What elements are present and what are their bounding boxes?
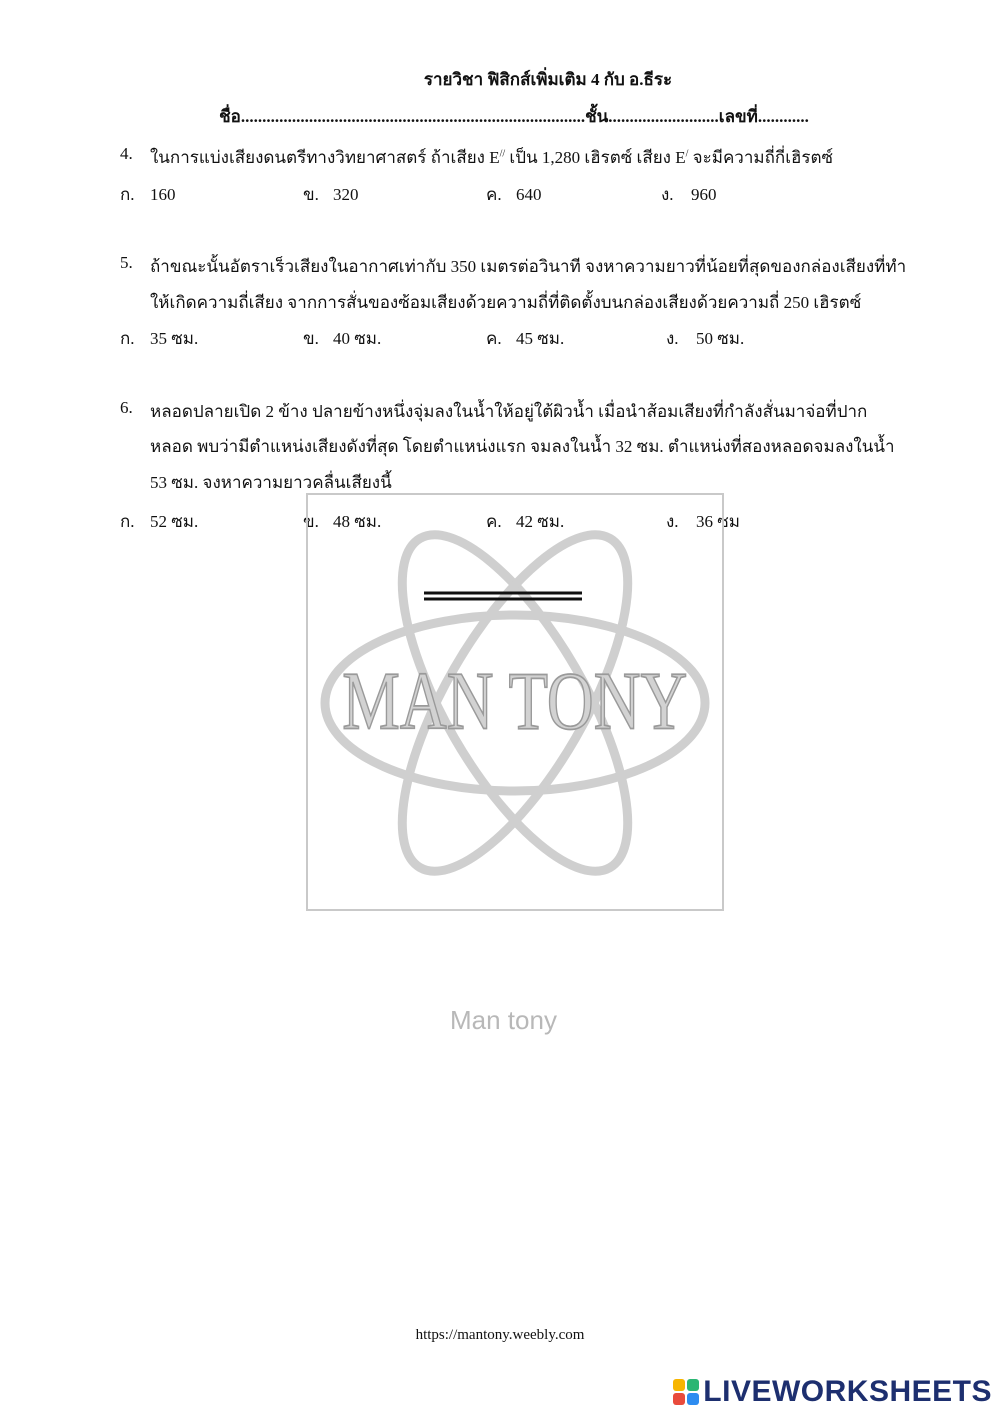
watermark-caption: Man tony: [450, 1005, 557, 1035]
option-c: ค. 45 ซม.: [486, 329, 565, 348]
question-number: 4.: [120, 144, 133, 163]
question-text-line-2: หลอด พบว่ามีตำแหน่งเสียงดังที่สุด โดยตำแหน่งแรก จมลงในน้ำ 32 ซม. ตำแหน่งที่สองหลอดจมลงในน้ำ: [150, 437, 895, 456]
footer-url: https://mantony.weebly.com: [415, 1327, 585, 1343]
option-a: ก. 160: [120, 185, 176, 204]
brand-name: LIVEWORKSHEETS: [703, 1375, 992, 1408]
question-text-line-3: 53 ซม. จงหาความยาวคลื่นเสียงนี้: [150, 473, 392, 492]
option-c: ค. 640: [486, 185, 542, 204]
option-b: ข. 320: [303, 185, 359, 204]
option-a: ก. 52 ซม.: [120, 512, 199, 531]
option-b: ข. 40 ซม.: [303, 329, 382, 348]
name-class-number-line: ชื่อ.................................................................................ชั้น..........................เลขที่............: [219, 107, 809, 126]
question-4: [0, 144, 1000, 168]
question-text-line-2: ให้เกิดความถี่เสียง จากการสั่นของซ้อมเสียงด้วยความถี่ที่ติดตั้งบนกล่องเสียงด้วยความถี่ 250 เฮิรตซ์: [150, 293, 862, 312]
worksheet-title: รายวิชา ฟิสิกส์เพิ่มเติม 4 กับ อ.ธีระ: [423, 70, 673, 89]
question-number: 6.: [120, 398, 133, 417]
watermark-logo-text: MAN TONY: [342, 656, 688, 748]
liveworksheets-logo-icon: [673, 1379, 699, 1405]
question-text-line-1: ถ้าขณะนั้นอัตราเร็วเสียงในอากาศเท่ากับ 350 เมตรต่อวินาที จงหาความยาวที่น้อยที่สุดของกล่องเสียงที่ทำ: [150, 257, 907, 276]
option-d: ง. 50 ซม.: [666, 329, 745, 348]
question-6: [0, 398, 1000, 422]
option-c: ค. 42 ซม.: [486, 512, 565, 531]
question-number: 5.: [120, 253, 133, 272]
option-b: ข. 48 ซม.: [303, 512, 382, 531]
option-d: ง. 960: [661, 185, 717, 204]
liveworksheets-brand: [673, 1375, 992, 1409]
question-text: ในการแบ่งเสียงดนตรีทางวิทยาศาสตร์ ถ้าเสียง E// เป็น 1,280 เฮิรตซ์ เสียง E/ จะมีความถี่กี่เฮิรตซ์: [150, 148, 834, 167]
option-a: ก. 35 ซม.: [120, 329, 199, 348]
question-text-line-1: หลอดปลายเปิด 2 ข้าง ปลายข้างหนึ่งจุ่มลงในน้ำให้อยู่ใต้ผิวน้ำ เมื่อนำส้อมเสียงที่กำลังสั่นมาจ่อที่ปาก: [150, 402, 868, 421]
question-5: [0, 253, 1000, 277]
atom-logo-watermark: [306, 493, 724, 911]
option-d: ง. 36 ซม: [666, 512, 740, 531]
